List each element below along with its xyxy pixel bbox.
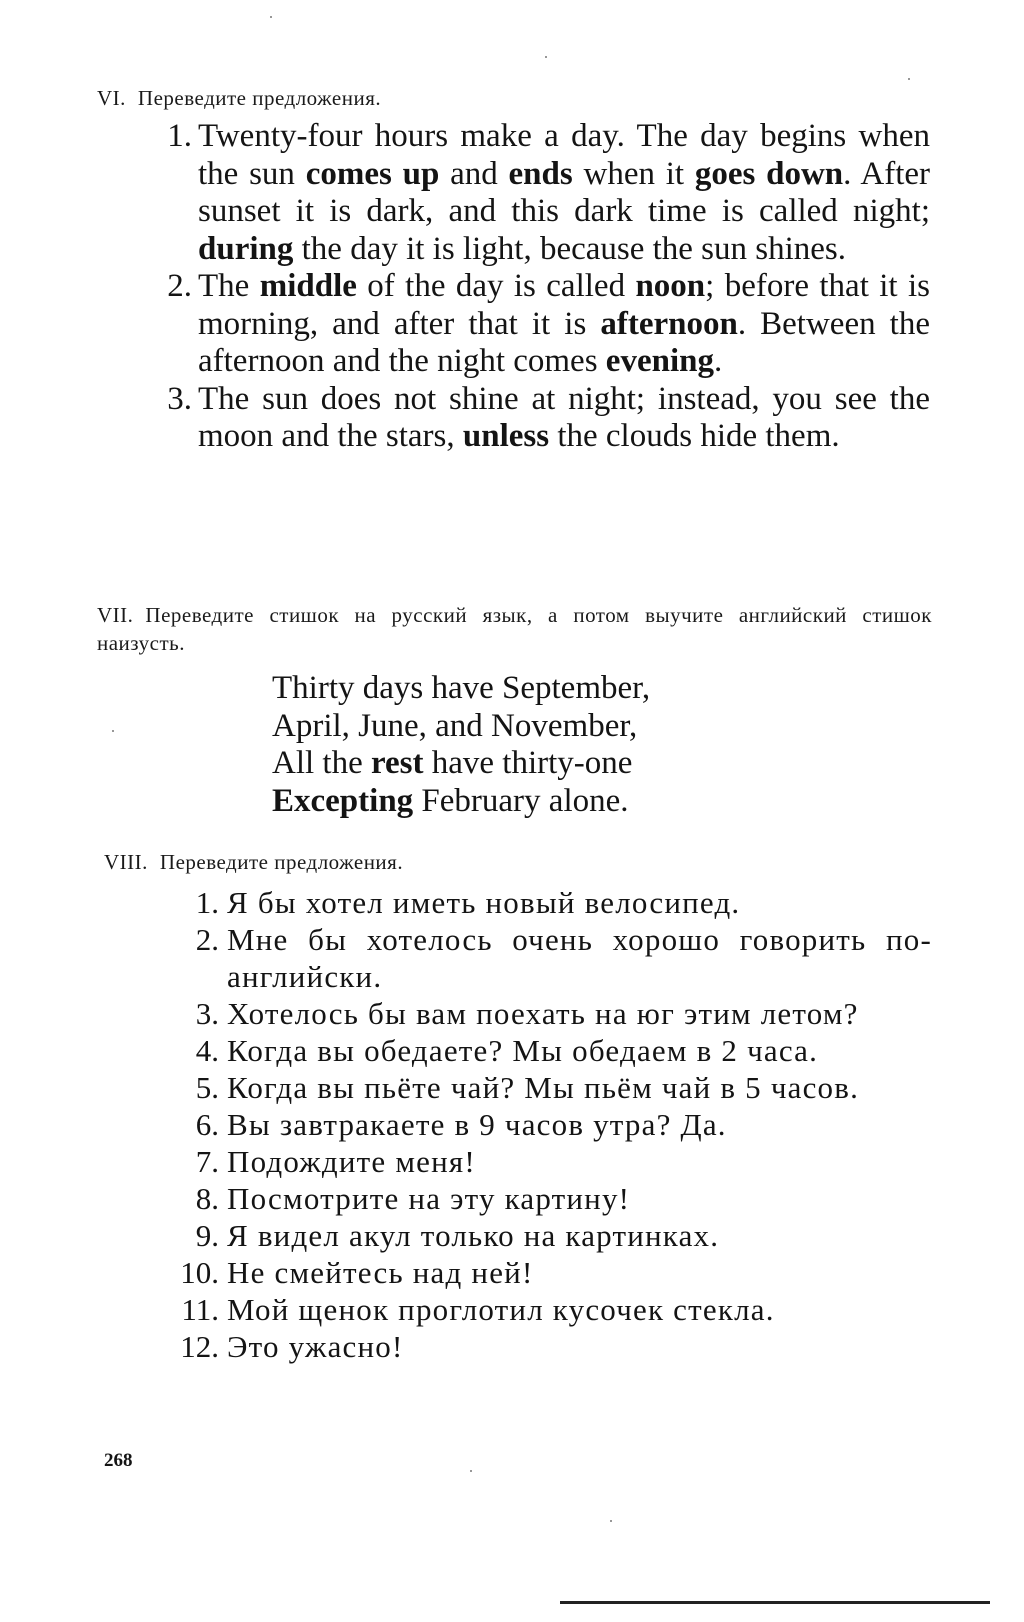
vocab-word: middle xyxy=(259,268,357,304)
sentence-text: Когда вы обедаете? Мы обедаем в 2 часа. xyxy=(227,1033,819,1068)
exercise-item xyxy=(180,1254,932,1291)
exercise-item xyxy=(195,995,932,1032)
item-number: 6. xyxy=(195,1107,219,1142)
poem xyxy=(272,670,650,820)
section-8-instruction: Переведите предложения. xyxy=(159,850,404,874)
sentence-text: of the day is called xyxy=(356,268,636,304)
exercise-item xyxy=(167,118,930,268)
exercise-item xyxy=(195,1032,932,1069)
vocab-word: noon xyxy=(635,268,706,304)
exercise-item xyxy=(167,380,930,456)
exercise-item xyxy=(195,1069,932,1106)
vocab-word: evening xyxy=(605,343,714,379)
vocab-word: Excepting xyxy=(272,782,414,819)
item-number: 4. xyxy=(195,1033,219,1068)
item-number: 1. xyxy=(167,118,192,154)
item-number: 2. xyxy=(195,922,219,957)
sentence-text: Мне бы хотелось очень хорошо говорить по-английски. xyxy=(227,922,932,994)
vocab-word: afternoon xyxy=(600,305,738,342)
sentence-text: Это ужасно! xyxy=(227,1329,404,1364)
scan-speck xyxy=(545,56,547,58)
item-number: 5. xyxy=(195,1070,219,1105)
exercise-item xyxy=(195,1217,932,1254)
section-8-numeral: VIII. xyxy=(104,850,148,874)
poem-line xyxy=(272,783,650,821)
exercise-item xyxy=(180,1328,932,1365)
exercise-item xyxy=(195,1143,932,1180)
scan-speck xyxy=(610,1520,612,1522)
sentence-text: Подождите меня! xyxy=(227,1144,476,1179)
section-6-list xyxy=(167,118,930,456)
section-6-instruction: Переведите предложения. xyxy=(137,86,382,110)
sentence-text: The xyxy=(198,268,260,304)
sentence-text: Я видел акул только на картинках. xyxy=(227,1218,720,1253)
exercise-item xyxy=(195,1180,932,1217)
vocab-word: ends xyxy=(508,155,573,192)
sentence-text: the day it is light, because the sun shines. xyxy=(293,230,847,267)
sentence-text: and xyxy=(439,155,509,192)
sentence-text: Вы завтракаете в 9 часов утра? Да. xyxy=(227,1107,727,1142)
section-8-heading xyxy=(104,848,403,876)
vocab-word: during xyxy=(198,230,294,267)
sentence-text: Мой щенок проглотил кусочек стекла. xyxy=(227,1292,775,1327)
sentence-text: Посмотрите на эту картину! xyxy=(227,1181,631,1216)
section-7-numeral: VII. xyxy=(97,603,134,627)
scan-speck xyxy=(470,1470,472,1472)
poem-line xyxy=(272,670,650,708)
exercise-item xyxy=(167,268,930,381)
sentence-text: . xyxy=(713,343,723,379)
sentence-text: Я бы хотел иметь новый велосипед. xyxy=(227,885,741,920)
poem-line xyxy=(272,745,650,783)
item-number: 1. xyxy=(195,885,219,920)
poem-line xyxy=(272,708,650,746)
section-7-instruction: Переведите стишок на русский язык, а потом выучите английский стишок наизусть. xyxy=(97,603,932,655)
poem-text: have thirty-one xyxy=(423,745,633,781)
section-6-numeral: VI. xyxy=(97,86,126,110)
sentence-text: Twenty-four hours make a day. The day begins when the sun xyxy=(198,118,930,192)
sentence-text: . After sunset it is dark, and this dark time is called night; xyxy=(198,155,930,229)
sentence-text: the clouds hide them. xyxy=(549,418,840,454)
poem-text: February alone. xyxy=(413,782,629,819)
item-number: 3. xyxy=(195,996,219,1031)
poem-text: April, June, and November, xyxy=(272,707,638,744)
sentence-text: ; before that it is morning, and after that it is xyxy=(198,268,930,342)
scan-speck xyxy=(270,16,272,18)
poem-text: Thirty days have September, xyxy=(272,670,651,706)
vocab-word: goes down xyxy=(694,155,844,192)
scan-edge-line xyxy=(560,1601,990,1604)
sentence-text: when it xyxy=(572,155,695,192)
scan-speck xyxy=(112,730,114,732)
sentence-text: Хотелось бы вам поехать на юг этим летом? xyxy=(227,996,859,1031)
exercise-item xyxy=(195,921,932,995)
scan-speck xyxy=(908,78,910,80)
sentence-text: Не смейтесь над ней! xyxy=(227,1255,534,1290)
section-7-heading xyxy=(97,601,932,657)
vocab-word: comes up xyxy=(305,155,440,192)
item-number: 3. xyxy=(167,380,192,417)
item-number: 8. xyxy=(195,1181,219,1216)
item-number: 7. xyxy=(195,1144,219,1179)
item-number: 10. xyxy=(180,1255,219,1290)
exercise-item xyxy=(195,1106,932,1143)
vocab-word: unless xyxy=(462,418,550,454)
item-number: 2. xyxy=(167,268,192,304)
exercise-item xyxy=(195,884,932,921)
sentence-text: . Between the afternoon and the night comes xyxy=(198,305,930,379)
sentence-text: The sun does not shine at night; instead, you see the moon and the stars, xyxy=(198,380,930,454)
sentence-text: Когда вы пьёте чай? Мы пьём чай в 5 часов. xyxy=(227,1070,860,1105)
item-number: 12. xyxy=(180,1329,219,1364)
section-6-heading xyxy=(97,84,381,112)
poem-text: All the xyxy=(272,745,371,781)
section-8-list xyxy=(180,884,932,1365)
exercise-item xyxy=(181,1291,932,1328)
item-number: 11. xyxy=(181,1292,219,1327)
page-number: 268 xyxy=(104,1450,133,1471)
item-number: 9. xyxy=(195,1218,219,1253)
vocab-word: rest xyxy=(370,745,424,781)
